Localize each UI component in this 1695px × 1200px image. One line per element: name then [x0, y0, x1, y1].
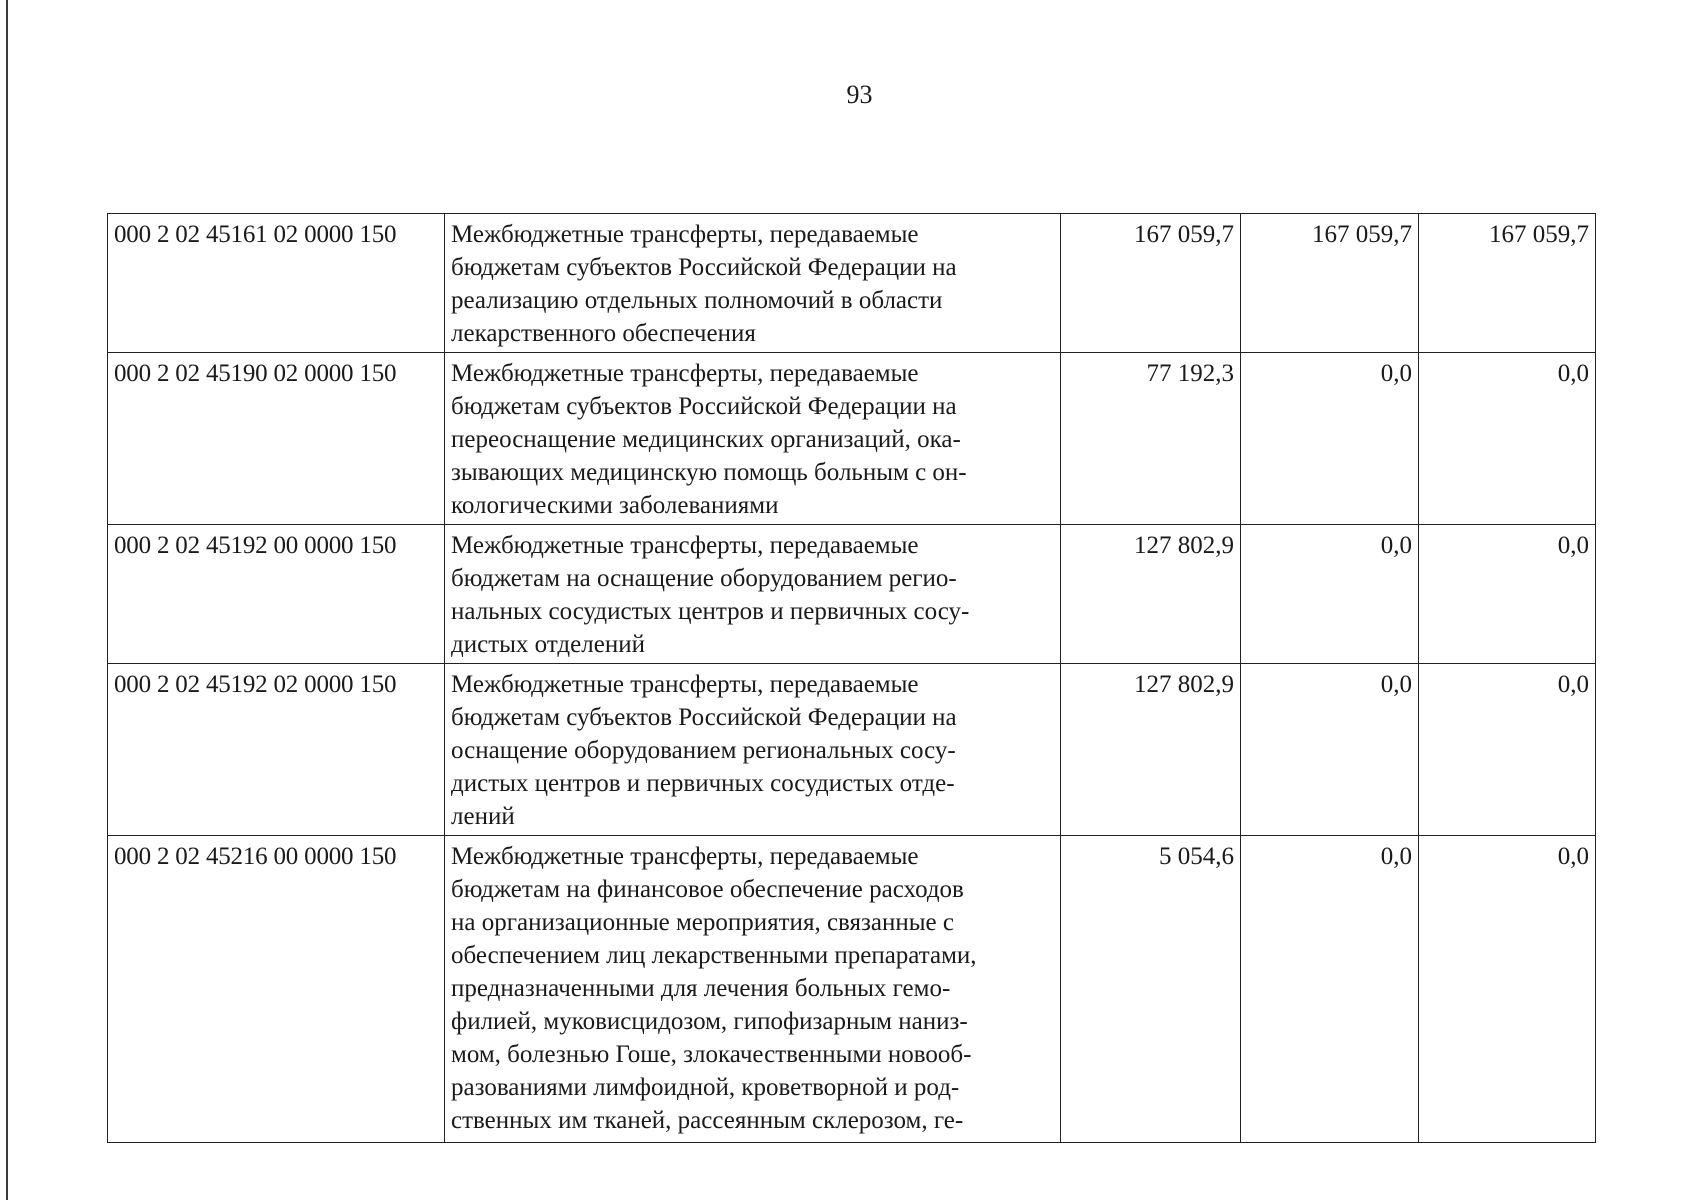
- amount-col-3: 0,0: [1419, 836, 1596, 1143]
- table-row: [108, 353, 1596, 525]
- description-line: мом, болезнью Гоше, злокачественными новооб-: [451, 1041, 972, 1068]
- description-line: Межбюджетные трансферты, передаваемые: [451, 532, 919, 559]
- description-line: кологическими заболеваниями: [451, 492, 779, 519]
- row-description: [445, 836, 1061, 1143]
- budget-table: [107, 213, 1596, 1143]
- description-line: ственных им тканей, рассеянным склерозом, ге-: [451, 1107, 964, 1134]
- table-row: [108, 525, 1596, 664]
- row-description: [445, 214, 1061, 353]
- amount-col-3: 167 059,7: [1419, 214, 1596, 353]
- description-line: лений: [451, 803, 515, 830]
- description-line: оснащение оборудованием региональных сосу-: [451, 737, 956, 764]
- amount-col-1: 167 059,7: [1061, 214, 1241, 353]
- row-description: [445, 525, 1061, 664]
- amount-col-2: 0,0: [1241, 525, 1419, 664]
- budget-code: 000 2 02 45192 00 0000 150: [108, 525, 445, 664]
- description-line: бюджетам субъектов Российской Федерации на: [451, 704, 957, 731]
- amount-col-1: 77 192,3: [1061, 353, 1241, 525]
- amount-col-3: 0,0: [1419, 664, 1596, 836]
- description-line: Межбюджетные трансферты, передаваемые: [451, 671, 919, 698]
- description-line: зывающих медицинскую помощь больным с он-: [451, 459, 967, 486]
- amount-col-2: 167 059,7: [1241, 214, 1419, 353]
- description-line: Межбюджетные трансферты, передаваемые: [451, 221, 919, 248]
- table-row: [108, 664, 1596, 836]
- budget-code: 000 2 02 45192 02 0000 150: [108, 664, 445, 836]
- description-line: переоснащение медицинских организаций, ока-: [451, 426, 961, 453]
- table-row: [108, 214, 1596, 353]
- description-line: предназначенными для лечения больных гемо-: [451, 975, 951, 1002]
- page-number: 93: [846, 80, 873, 109]
- budget-code: 000 2 02 45190 02 0000 150: [108, 353, 445, 525]
- description-line: лекарственного обеспечения: [451, 320, 756, 347]
- budget-code: 000 2 02 45216 00 0000 150: [108, 836, 445, 1143]
- row-description: [445, 353, 1061, 525]
- description-line: бюджетам субъектов Российской Федерации на: [451, 254, 957, 281]
- description-line: обеспечением лиц лекарственными препаратами,: [451, 942, 977, 969]
- description-line: нальных сосудистых центров и первичных сосу-: [451, 598, 970, 625]
- description-line: бюджетам на оснащение оборудованием регио-: [451, 565, 957, 592]
- description-line: филией, муковисцидозом, гипофизарным наниз-: [451, 1008, 968, 1035]
- description-line: Межбюджетные трансферты, передаваемые: [451, 843, 919, 870]
- amount-col-2: 0,0: [1241, 353, 1419, 525]
- amount-col-1: 127 802,9: [1061, 664, 1241, 836]
- amount-col-3: 0,0: [1419, 353, 1596, 525]
- description-line: бюджетам субъектов Российской Федерации на: [451, 393, 957, 420]
- description-line: дистых центров и первичных сосудистых отде-: [451, 770, 955, 797]
- description-line: бюджетам на финансовое обеспечение расходов: [451, 876, 964, 903]
- description-line: Межбюджетные трансферты, передаваемые: [451, 360, 919, 387]
- description-line: на организационные мероприятия, связанные с: [451, 909, 954, 936]
- description-line: дистых отделений: [451, 631, 645, 658]
- table-row: [108, 836, 1596, 1143]
- amount-col-2: 0,0: [1241, 836, 1419, 1143]
- amount-col-2: 0,0: [1241, 664, 1419, 836]
- amount-col-1: 127 802,9: [1061, 525, 1241, 664]
- amount-col-3: 0,0: [1419, 525, 1596, 664]
- amount-col-1: 5 054,6: [1061, 836, 1241, 1143]
- page-edge-line: [6, 0, 8, 1200]
- row-description: [445, 664, 1061, 836]
- description-line: реализацию отдельных полномочий в области: [451, 287, 943, 314]
- description-line: разованиями лимфоидной, кроветворной и род-: [451, 1074, 960, 1101]
- budget-code: 000 2 02 45161 02 0000 150: [108, 214, 445, 353]
